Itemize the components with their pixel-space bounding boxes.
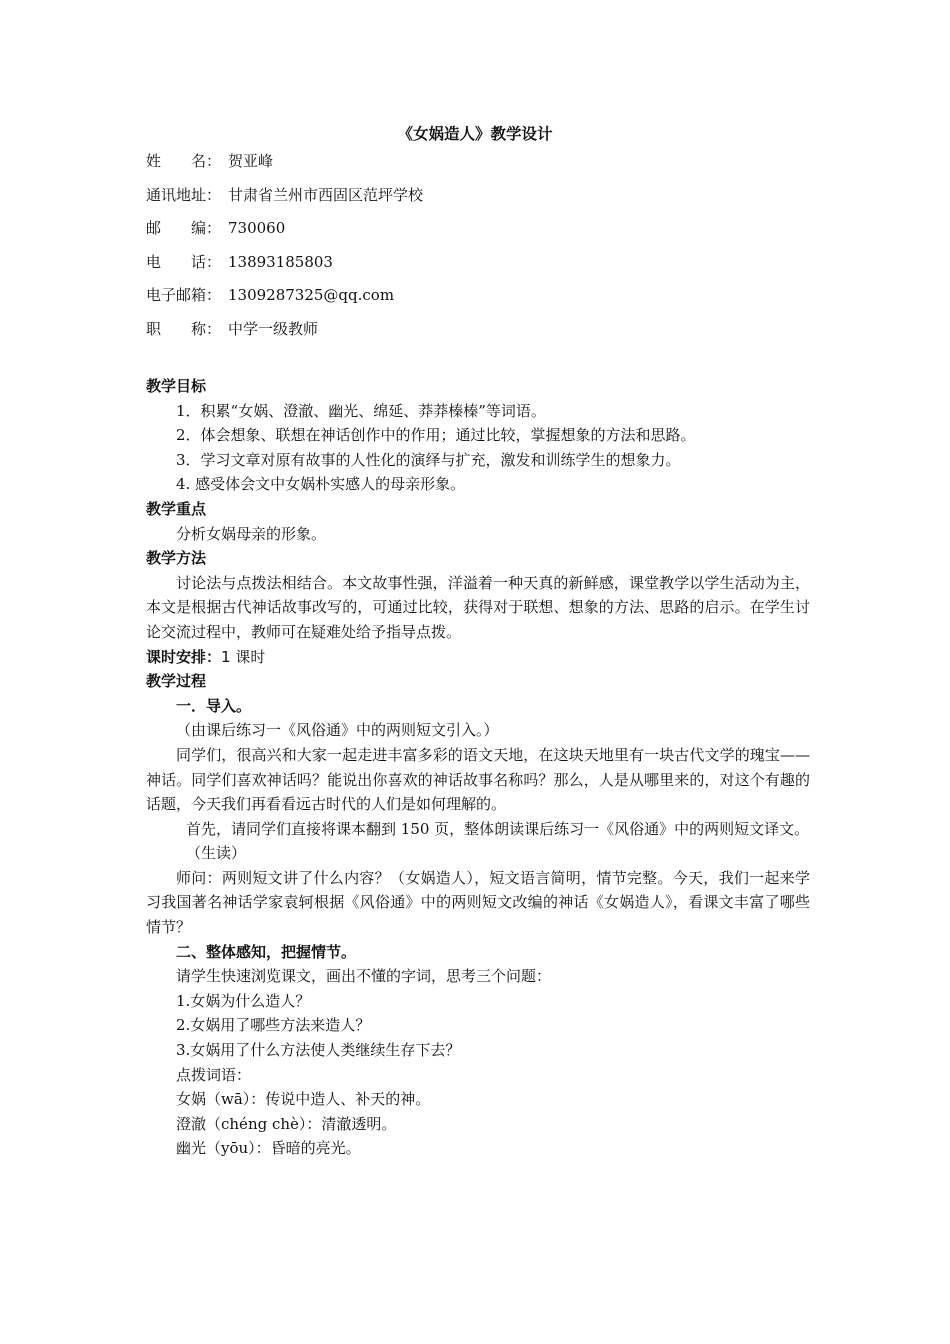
- info-value: 13893185803: [228, 252, 333, 271]
- goal-item: 3．学习文章对原有故事的人性化的演绎与扩充，激发和训练学生的想象力。: [176, 450, 681, 469]
- vocab-item: 幽光（yōu）：昏暗的亮光。: [176, 1139, 361, 1158]
- info-value: 中学一级教师: [228, 319, 319, 338]
- method-text: 讨论法与点拨法相结合。本文故事性强，洋溢着一种天真的新鲜感，课堂教学以学生活动为主，本文是根据古代神话故事改写的，可通过比较，获得对于联想、想象的方法、思路的启示。在学生讨论交流过程中，教师可在疑难处给予指导点拨。: [146, 573, 810, 641]
- goal-item: 4. 感受体会文中女娲朴实感人的母亲形象。: [176, 475, 466, 494]
- focus-heading: 教学重点: [146, 499, 207, 518]
- schedule-value: 1 课时: [221, 647, 266, 666]
- section1-paragraph: 同学们，很高兴和大家一起走进丰富多彩的语文天地，在这块天地里有一块古代文学的瑰宝——神话。同学们喜欢神话吗？能说出你喜欢的神话故事名称吗？那么，人是从哪里来的，对这个有趣的话题，今天我们再看看远古时代的人们是如何理解的。: [146, 745, 810, 814]
- section1-paragraph: （生读）: [186, 844, 247, 863]
- author-info: [146, 150, 816, 351]
- vocab-heading: 点拨词语：: [176, 1065, 252, 1084]
- info-row-email: [146, 284, 816, 318]
- section1-paragraph: （由课后练习一《风俗通》中的两则短文引入。）: [176, 721, 499, 740]
- info-label: 电子邮箱：: [146, 286, 222, 304]
- goal-item: 2．体会想象、联想在神话创作中的作用；通过比较，掌握想象的方法和思路。: [176, 426, 696, 445]
- vocab-item: 澄澈（chéng chè）：清澈透明。: [176, 1114, 397, 1133]
- process-heading: 教学过程: [146, 672, 207, 691]
- method-heading: 教学方法: [146, 549, 207, 568]
- section1-paragraph: 首先，请同学们直接将课本翻到 150 页，整体朗读课后练习一《风俗通》中的两则短文译文。: [186, 819, 810, 838]
- info-label: 邮 编：: [146, 219, 222, 237]
- question-item: 2.女娲用了哪些方法来造人？: [176, 1016, 371, 1035]
- info-label: 职 称：: [146, 319, 222, 338]
- section1-heading: 一．导入。: [176, 696, 252, 715]
- focus-text: 分析女娲母亲的形象。: [176, 524, 327, 543]
- info-value: 1309287325@qq.com: [228, 286, 395, 304]
- info-value: 贺亚峰: [228, 152, 274, 170]
- info-value: 甘肃省兰州市西固区范坪学校: [228, 185, 424, 204]
- section1-paragraph: 师问：两则短文讲了什么内容？（女娲造人），短文语言简明，情节完整。今天，我们一起来学习我国著名神话学家袁轲根据《风俗通》中的两则短文改编的神话《女娲造人》，看课文丰富了哪些情节？: [146, 868, 810, 937]
- document-title: 《女娲造人》教学设计: [397, 124, 553, 143]
- schedule-line: [146, 645, 810, 670]
- info-label: 姓 名：: [146, 152, 222, 170]
- info-row-postcode: [146, 217, 816, 251]
- vocab-item: 女娲（wā）：传说中造人、补天的神。: [176, 1090, 431, 1109]
- section2-intro: 请学生快速浏览课文，画出不懂的字词，思考三个问题：: [176, 967, 552, 986]
- goal-item: 1．积累“女娲、澄澈、幽光、绵延、莽莽榛榛”等词语。: [176, 401, 546, 420]
- info-value: 730060: [228, 219, 286, 237]
- info-row-title: [146, 318, 816, 352]
- info-row-phone: [146, 251, 816, 285]
- question-item: 3.女娲用了什么方法使人类继续生存下去？: [176, 1041, 461, 1060]
- schedule-heading: 课时安排：: [146, 647, 222, 666]
- info-label: 通讯地址：: [146, 185, 222, 204]
- question-item: 1.女娲为什么造人？: [176, 991, 311, 1010]
- info-row-address: [146, 184, 816, 218]
- goals-heading: 教学目标: [146, 377, 207, 395]
- info-row-name: [146, 150, 816, 184]
- document-body: [146, 374, 810, 1161]
- section2-heading: 二、整体感知，把握情节。: [176, 942, 357, 961]
- info-label: 电 话：: [146, 252, 222, 271]
